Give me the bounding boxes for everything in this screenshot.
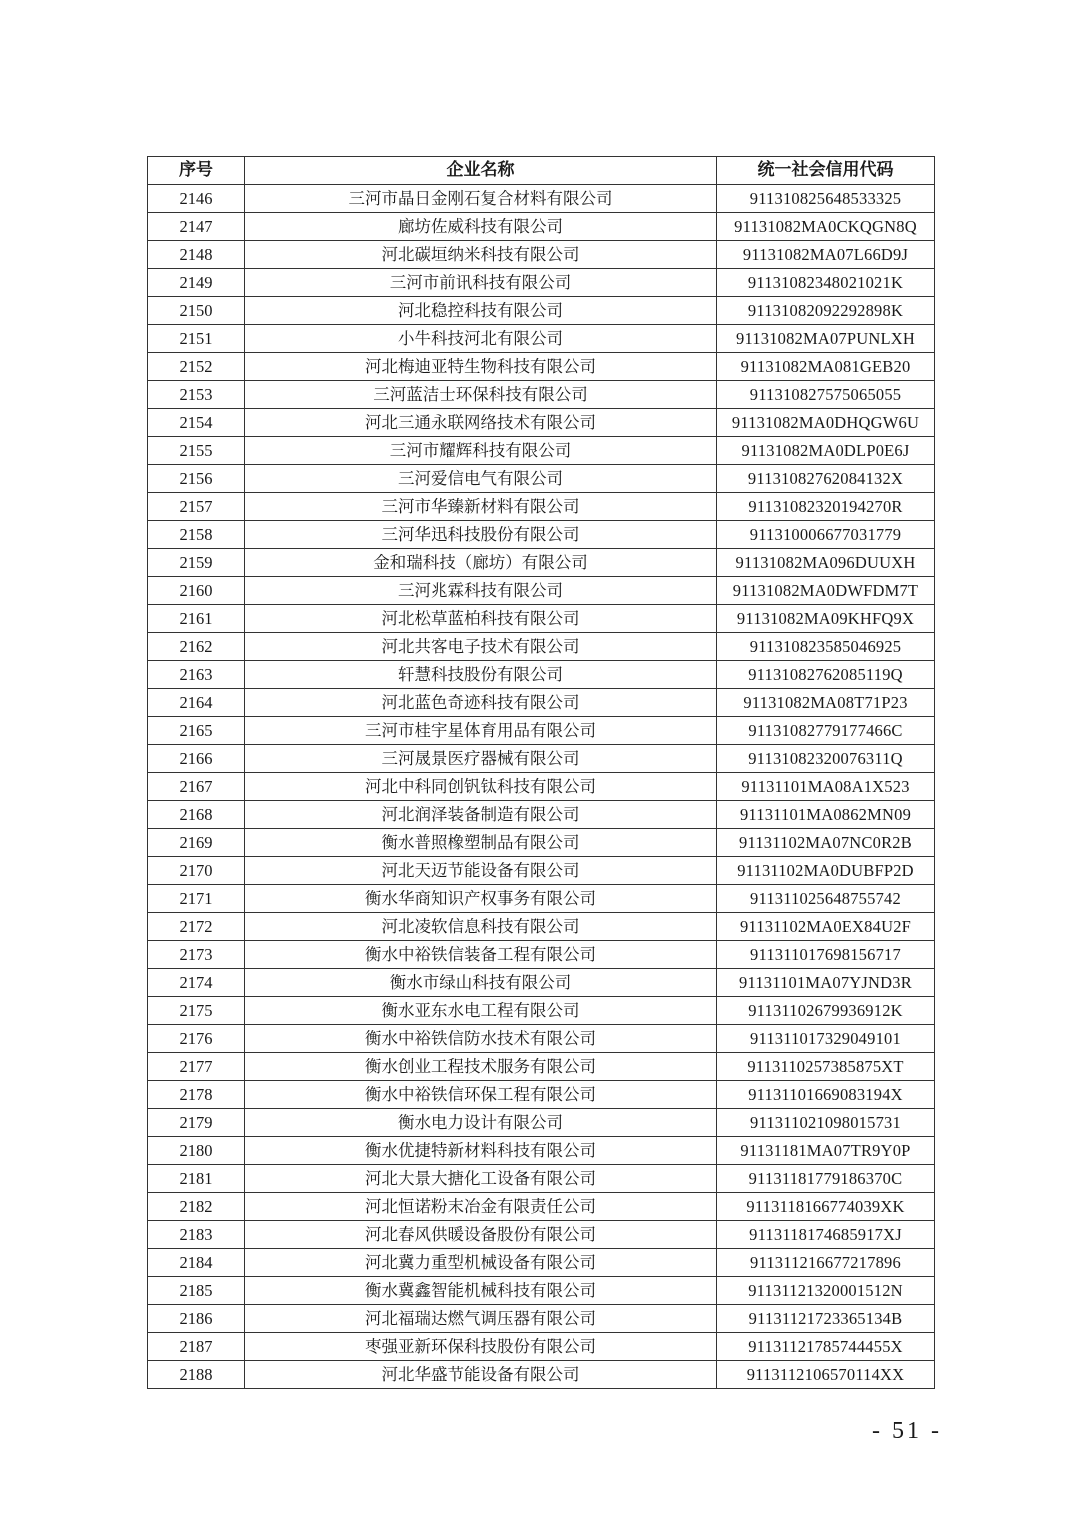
table-row xyxy=(148,1305,935,1333)
table-row xyxy=(148,493,935,521)
table-row xyxy=(148,605,935,633)
cell-company-name: 衡水中裕铁信环保工程有限公司 xyxy=(245,1081,717,1109)
cell-credit-code: 91131082762085119Q xyxy=(717,661,935,689)
table-body xyxy=(148,185,935,1389)
table-row xyxy=(148,353,935,381)
cell-credit-code: 91131121723365134B xyxy=(717,1305,935,1333)
cell-serial: 2183 xyxy=(148,1221,245,1249)
cell-company-name: 河北中科同创钒钛科技有限公司 xyxy=(245,773,717,801)
cell-serial: 2184 xyxy=(148,1249,245,1277)
cell-company-name: 金和瑞科技（廊坊）有限公司 xyxy=(245,549,717,577)
cell-serial: 2187 xyxy=(148,1333,245,1361)
table-row xyxy=(148,1333,935,1361)
cell-credit-code: 91131121320001512N xyxy=(717,1277,935,1305)
cell-company-name: 三河市晶日金刚石复合材料有限公司 xyxy=(245,185,717,213)
cell-company-name: 轩慧科技股份有限公司 xyxy=(245,661,717,689)
cell-credit-code: 911311021098015731 xyxy=(717,1109,935,1137)
cell-credit-code: 91131082320194270R xyxy=(717,493,935,521)
cell-serial: 2157 xyxy=(148,493,245,521)
cell-serial: 2180 xyxy=(148,1137,245,1165)
table-row xyxy=(148,829,935,857)
table-row xyxy=(148,213,935,241)
cell-credit-code: 911310006677031779 xyxy=(717,521,935,549)
cell-credit-code: 91131082MA081GEB20 xyxy=(717,353,935,381)
cell-company-name: 小牛科技河北有限公司 xyxy=(245,325,717,353)
cell-serial: 2158 xyxy=(148,521,245,549)
table-row xyxy=(148,941,935,969)
cell-serial: 2156 xyxy=(148,465,245,493)
cell-credit-code: 91131102679936912K xyxy=(717,997,935,1025)
table-row xyxy=(148,885,935,913)
cell-credit-code: 911310823585046925 xyxy=(717,633,935,661)
cell-credit-code: 91131082320076311Q xyxy=(717,745,935,773)
cell-credit-code: 9113110257385875XT xyxy=(717,1053,935,1081)
table-row xyxy=(148,1165,935,1193)
cell-credit-code: 91131101MA07YJND3R xyxy=(717,969,935,997)
table-header-row xyxy=(148,157,935,185)
cell-company-name: 三河市华臻新材料有限公司 xyxy=(245,493,717,521)
table-row xyxy=(148,521,935,549)
cell-company-name: 河北共客电子技术有限公司 xyxy=(245,633,717,661)
cell-company-name: 衡水市绿山科技有限公司 xyxy=(245,969,717,997)
cell-credit-code: 91131101MA08A1X523 xyxy=(717,773,935,801)
table-row xyxy=(148,745,935,773)
cell-credit-code: 91131082762084132X xyxy=(717,465,935,493)
table-row xyxy=(148,633,935,661)
cell-credit-code: 911311017698156717 xyxy=(717,941,935,969)
cell-company-name: 衡水亚东水电工程有限公司 xyxy=(245,997,717,1025)
table-row xyxy=(148,773,935,801)
table-row xyxy=(148,689,935,717)
cell-company-name: 河北蓝色奇迹科技有限公司 xyxy=(245,689,717,717)
cell-serial: 2146 xyxy=(148,185,245,213)
table-row xyxy=(148,857,935,885)
cell-serial: 2148 xyxy=(148,241,245,269)
cell-serial: 2176 xyxy=(148,1025,245,1053)
cell-serial: 2154 xyxy=(148,409,245,437)
cell-company-name: 三河爱信电气有限公司 xyxy=(245,465,717,493)
table-row xyxy=(148,1109,935,1137)
cell-serial: 2165 xyxy=(148,717,245,745)
cell-serial: 2149 xyxy=(148,269,245,297)
cell-serial: 2178 xyxy=(148,1081,245,1109)
cell-company-name: 河北稳控科技有限公司 xyxy=(245,297,717,325)
table-row xyxy=(148,577,935,605)
table-row xyxy=(148,1277,935,1305)
cell-company-name: 三河市桂宇星体育用品有限公司 xyxy=(245,717,717,745)
cell-serial: 2169 xyxy=(148,829,245,857)
cell-credit-code: 91131102MA0EX84U2F xyxy=(717,913,935,941)
cell-company-name: 河北松草蓝柏科技有限公司 xyxy=(245,605,717,633)
table-row xyxy=(148,1221,935,1249)
cell-company-name: 三河市前讯科技有限公司 xyxy=(245,269,717,297)
cell-company-name: 河北福瑞达燃气调压器有限公司 xyxy=(245,1305,717,1333)
cell-company-name: 衡水中裕铁信装备工程有限公司 xyxy=(245,941,717,969)
table-row xyxy=(148,1025,935,1053)
cell-credit-code: 91131082MA08T71P23 xyxy=(717,689,935,717)
cell-company-name: 三河蓝洁士环保科技有限公司 xyxy=(245,381,717,409)
table-row xyxy=(148,297,935,325)
cell-credit-code: 91131181MA07TR9Y0P xyxy=(717,1137,935,1165)
cell-credit-code: 91131101MA0862MN09 xyxy=(717,801,935,829)
cell-serial: 2170 xyxy=(148,857,245,885)
table-row xyxy=(148,1053,935,1081)
cell-credit-code: 91131082MA09KHFQ9X xyxy=(717,605,935,633)
table-row xyxy=(148,465,935,493)
cell-credit-code: 9113112106570114XX xyxy=(717,1361,935,1389)
cell-credit-code: 911311025648755742 xyxy=(717,885,935,913)
cell-credit-code: 91131082MA0DLP0E6J xyxy=(717,437,935,465)
cell-company-name: 河北三通永联网络技术有限公司 xyxy=(245,409,717,437)
cell-company-name: 衡水冀鑫智能机械科技有限公司 xyxy=(245,1277,717,1305)
cell-serial: 2153 xyxy=(148,381,245,409)
table-row xyxy=(148,381,935,409)
cell-serial: 2164 xyxy=(148,689,245,717)
table-row xyxy=(148,969,935,997)
table-row xyxy=(148,661,935,689)
cell-company-name: 衡水创业工程技术服务有限公司 xyxy=(245,1053,717,1081)
table-row xyxy=(148,325,935,353)
cell-credit-code: 91131082MA07PUNLXH xyxy=(717,325,935,353)
cell-company-name: 枣强亚新环保科技股份有限公司 xyxy=(245,1333,717,1361)
cell-serial: 2185 xyxy=(148,1277,245,1305)
cell-credit-code: 91131082779177466C xyxy=(717,717,935,745)
cell-serial: 2155 xyxy=(148,437,245,465)
cell-company-name: 河北春风供暖设备股份有限公司 xyxy=(245,1221,717,1249)
cell-credit-code: 91131082MA07L66D9J xyxy=(717,241,935,269)
cell-company-name: 河北大景大搪化工设备有限公司 xyxy=(245,1165,717,1193)
cell-serial: 2161 xyxy=(148,605,245,633)
table-row xyxy=(148,269,935,297)
table-row xyxy=(148,1193,935,1221)
enterprise-table xyxy=(147,156,935,1389)
cell-serial: 2159 xyxy=(148,549,245,577)
table-row xyxy=(148,1249,935,1277)
cell-serial: 2181 xyxy=(148,1165,245,1193)
cell-company-name: 河北华盛节能设备有限公司 xyxy=(245,1361,717,1389)
table-row xyxy=(148,241,935,269)
cell-company-name: 衡水中裕铁信防水技术有限公司 xyxy=(245,1025,717,1053)
page-number: - 51 - xyxy=(872,1418,942,1444)
cell-serial: 2160 xyxy=(148,577,245,605)
cell-serial: 2151 xyxy=(148,325,245,353)
table-row xyxy=(148,549,935,577)
cell-credit-code: 911310825648533325 xyxy=(717,185,935,213)
cell-company-name: 衡水优捷特新材料科技有限公司 xyxy=(245,1137,717,1165)
header-credit-code: 统一社会信用代码 xyxy=(717,157,935,185)
cell-company-name: 三河市耀辉科技有限公司 xyxy=(245,437,717,465)
cell-serial: 2177 xyxy=(148,1053,245,1081)
table-row xyxy=(148,437,935,465)
cell-credit-code: 911311216677217896 xyxy=(717,1249,935,1277)
cell-credit-code: 91131082MA096DUUXH xyxy=(717,549,935,577)
cell-company-name: 河北润泽装备制造有限公司 xyxy=(245,801,717,829)
cell-credit-code: 91131082MA0CKQGN8Q xyxy=(717,213,935,241)
header-company-name: 企业名称 xyxy=(245,157,717,185)
cell-credit-code: 91131082MA0DWFDM7T xyxy=(717,577,935,605)
cell-company-name: 衡水华商知识产权事务有限公司 xyxy=(245,885,717,913)
table-row xyxy=(148,717,935,745)
table-row xyxy=(148,409,935,437)
cell-credit-code: 911311017329049101 xyxy=(717,1025,935,1053)
cell-company-name: 河北冀力重型机械设备有限公司 xyxy=(245,1249,717,1277)
cell-serial: 2147 xyxy=(148,213,245,241)
cell-credit-code: 91131082092292898K xyxy=(717,297,935,325)
cell-company-name: 三河华迅科技股份有限公司 xyxy=(245,521,717,549)
cell-credit-code: 9113118174685917XJ xyxy=(717,1221,935,1249)
cell-serial: 2166 xyxy=(148,745,245,773)
cell-serial: 2152 xyxy=(148,353,245,381)
cell-credit-code: 91131101669083194X xyxy=(717,1081,935,1109)
cell-company-name: 廊坊佐威科技有限公司 xyxy=(245,213,717,241)
cell-serial: 2168 xyxy=(148,801,245,829)
cell-company-name: 衡水电力设计有限公司 xyxy=(245,1109,717,1137)
cell-company-name: 三河兆霖科技有限公司 xyxy=(245,577,717,605)
cell-serial: 2174 xyxy=(148,969,245,997)
cell-serial: 2173 xyxy=(148,941,245,969)
cell-company-name: 河北凌软信息科技有限公司 xyxy=(245,913,717,941)
cell-serial: 2171 xyxy=(148,885,245,913)
cell-serial: 2150 xyxy=(148,297,245,325)
cell-serial: 2179 xyxy=(148,1109,245,1137)
table-row xyxy=(148,1361,935,1389)
cell-company-name: 河北碳垣纳米科技有限公司 xyxy=(245,241,717,269)
cell-credit-code: 9113118166774039XK xyxy=(717,1193,935,1221)
cell-serial: 2167 xyxy=(148,773,245,801)
table-row xyxy=(148,997,935,1025)
cell-serial: 2172 xyxy=(148,913,245,941)
cell-company-name: 河北天迈节能设备有限公司 xyxy=(245,857,717,885)
table-row xyxy=(148,801,935,829)
cell-serial: 2186 xyxy=(148,1305,245,1333)
table-row xyxy=(148,913,935,941)
table-row xyxy=(148,1137,935,1165)
cell-company-name: 三河晟景医疗器械有限公司 xyxy=(245,745,717,773)
cell-serial: 2175 xyxy=(148,997,245,1025)
cell-serial: 2163 xyxy=(148,661,245,689)
cell-credit-code: 91131082348021021K xyxy=(717,269,935,297)
cell-credit-code: 91131121785744455X xyxy=(717,1333,935,1361)
table-row xyxy=(148,1081,935,1109)
header-serial: 序号 xyxy=(148,157,245,185)
cell-serial: 2162 xyxy=(148,633,245,661)
table-row xyxy=(148,185,935,213)
cell-serial: 2182 xyxy=(148,1193,245,1221)
cell-company-name: 河北恒诺粉末冶金有限责任公司 xyxy=(245,1193,717,1221)
cell-company-name: 衡水普照橡塑制品有限公司 xyxy=(245,829,717,857)
cell-credit-code: 91131102MA07NC0R2B xyxy=(717,829,935,857)
cell-credit-code: 91131181779186370C xyxy=(717,1165,935,1193)
cell-credit-code: 91131102MA0DUBFP2D xyxy=(717,857,935,885)
cell-serial: 2188 xyxy=(148,1361,245,1389)
cell-credit-code: 911310827575065055 xyxy=(717,381,935,409)
cell-company-name: 河北梅迪亚特生物科技有限公司 xyxy=(245,353,717,381)
cell-credit-code: 91131082MA0DHQGW6U xyxy=(717,409,935,437)
